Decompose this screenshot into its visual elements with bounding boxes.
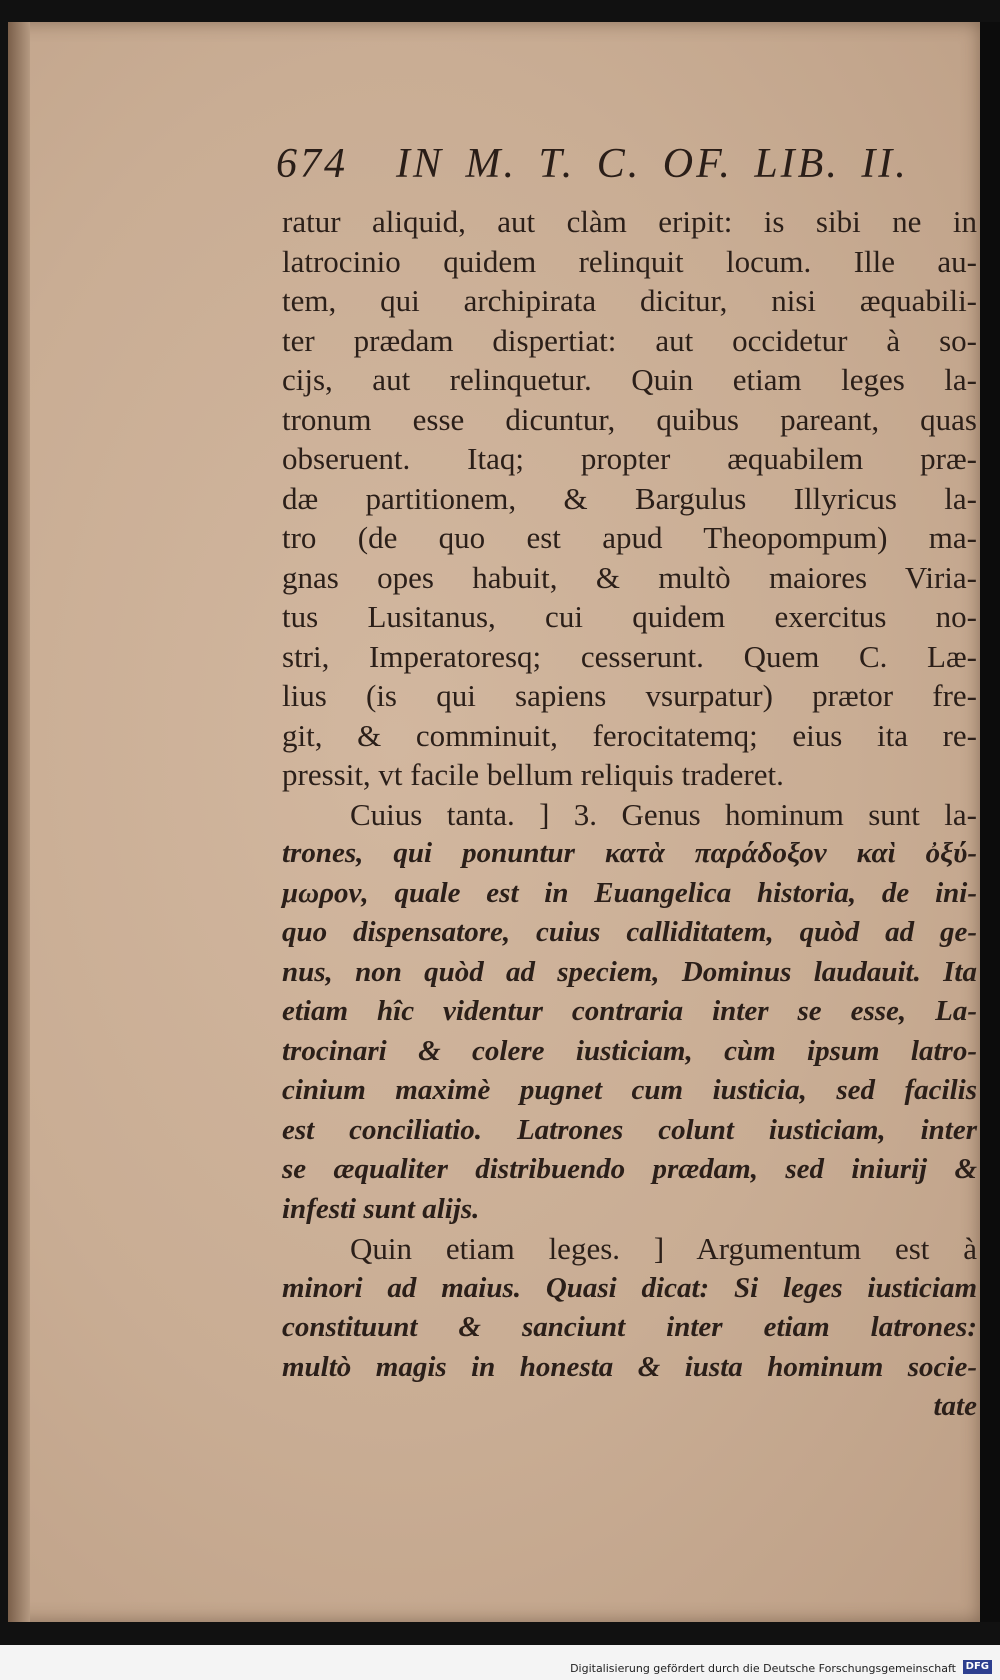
text-line: lius (is qui sapiens vsurpatur) prætor fre-	[282, 678, 977, 713]
text-line: trones, qui ponuntur κατὰ παράδοξον καὶ ὀξύ-	[282, 837, 977, 869]
running-title: IN M. T. C. OF. LIB. II.	[396, 141, 909, 187]
text-line: minori ad maius. Quasi dicat: Si leges iusticiam	[282, 1271, 977, 1304]
text-line: ratur aliquid, aut clàm eripit: is sibi ne in	[282, 204, 977, 239]
text-line: μωρον, quale est in Euangelica historia, de ini-	[282, 876, 977, 909]
text-line: infesti sunt alijs.	[282, 1192, 480, 1225]
text-line: gnas opes habuit, & multò maiores Viria-	[282, 559, 977, 595]
text-line: multò magis in honesta & iusta hominum socie-	[282, 1350, 977, 1383]
text-line: stri, Imperatoresq; cesserunt. Quem C. Læ-	[282, 638, 977, 674]
text-line: dæ partitionem, & Bargulus Illyricus la-	[282, 480, 977, 516]
funding-credit: Digitalisierung gefördert durch die Deutsche Forschungsgemeinschaft	[570, 1662, 956, 1675]
page-header	[276, 140, 936, 190]
text-line: constituunt & sanciunt inter etiam latrones:	[282, 1311, 977, 1343]
text-line: tem, qui archipirata dicitur, nisi æquabili-	[282, 283, 977, 318]
text-line: cijs, aut relinquetur. Quin etiam leges la-	[282, 362, 977, 397]
text-line: quo dispensatore, cuius calliditatem, quòd ad ge-	[282, 916, 977, 948]
text-line: tate	[933, 1390, 977, 1422]
text-line: tus Lusitanus, cui quidem exercitus no-	[282, 599, 977, 634]
text-line: tronum esse dicuntur, quibus pareant, quas	[282, 401, 977, 437]
text-line: obseruent. Itaq; propter æquabilem præ-	[282, 441, 977, 476]
body-text	[282, 202, 977, 1427]
page-gutter-edge	[8, 22, 30, 1622]
text-line: ter prædam dispertiat: aut occidetur à so-	[282, 322, 977, 358]
text-line: git, & comminuit, ferocitatemq; eius ita re-	[282, 717, 977, 753]
text-line: etiam hîc videntur contraria inter se esse, La-	[282, 995, 977, 1027]
dfg-logo-badge: DFG	[963, 1660, 992, 1674]
text-line: Quin etiam leges. ] Argumentum est à	[350, 1231, 977, 1266]
text-line: nus, non quòd ad speciem, Dominus laudauit. Ita	[282, 955, 977, 988]
page-number: 674	[276, 141, 348, 187]
text-line: latrocinio quidem relinquit locum. Ille au-	[282, 243, 977, 279]
text-line: trocinari & colere iusticiam, cùm ipsum latro-	[282, 1034, 977, 1067]
text-line: se æqualiter distribuendo prædam, sed iniurij &	[282, 1153, 977, 1185]
text-line: pressit, vt facile bellum reliquis traderet.	[282, 757, 784, 792]
text-line: Cuius tanta. ] 3. Genus hominum sunt la-	[350, 796, 977, 832]
text-line: cinium maximè pugnet cum iusticia, sed facilis	[282, 1074, 977, 1106]
scan-right-margin	[980, 22, 1000, 1622]
text-line: tro (de quo est apud Theopompum) ma-	[282, 520, 977, 555]
text-line: est conciliatio. Latrones colunt iusticiam, inter	[282, 1113, 977, 1146]
